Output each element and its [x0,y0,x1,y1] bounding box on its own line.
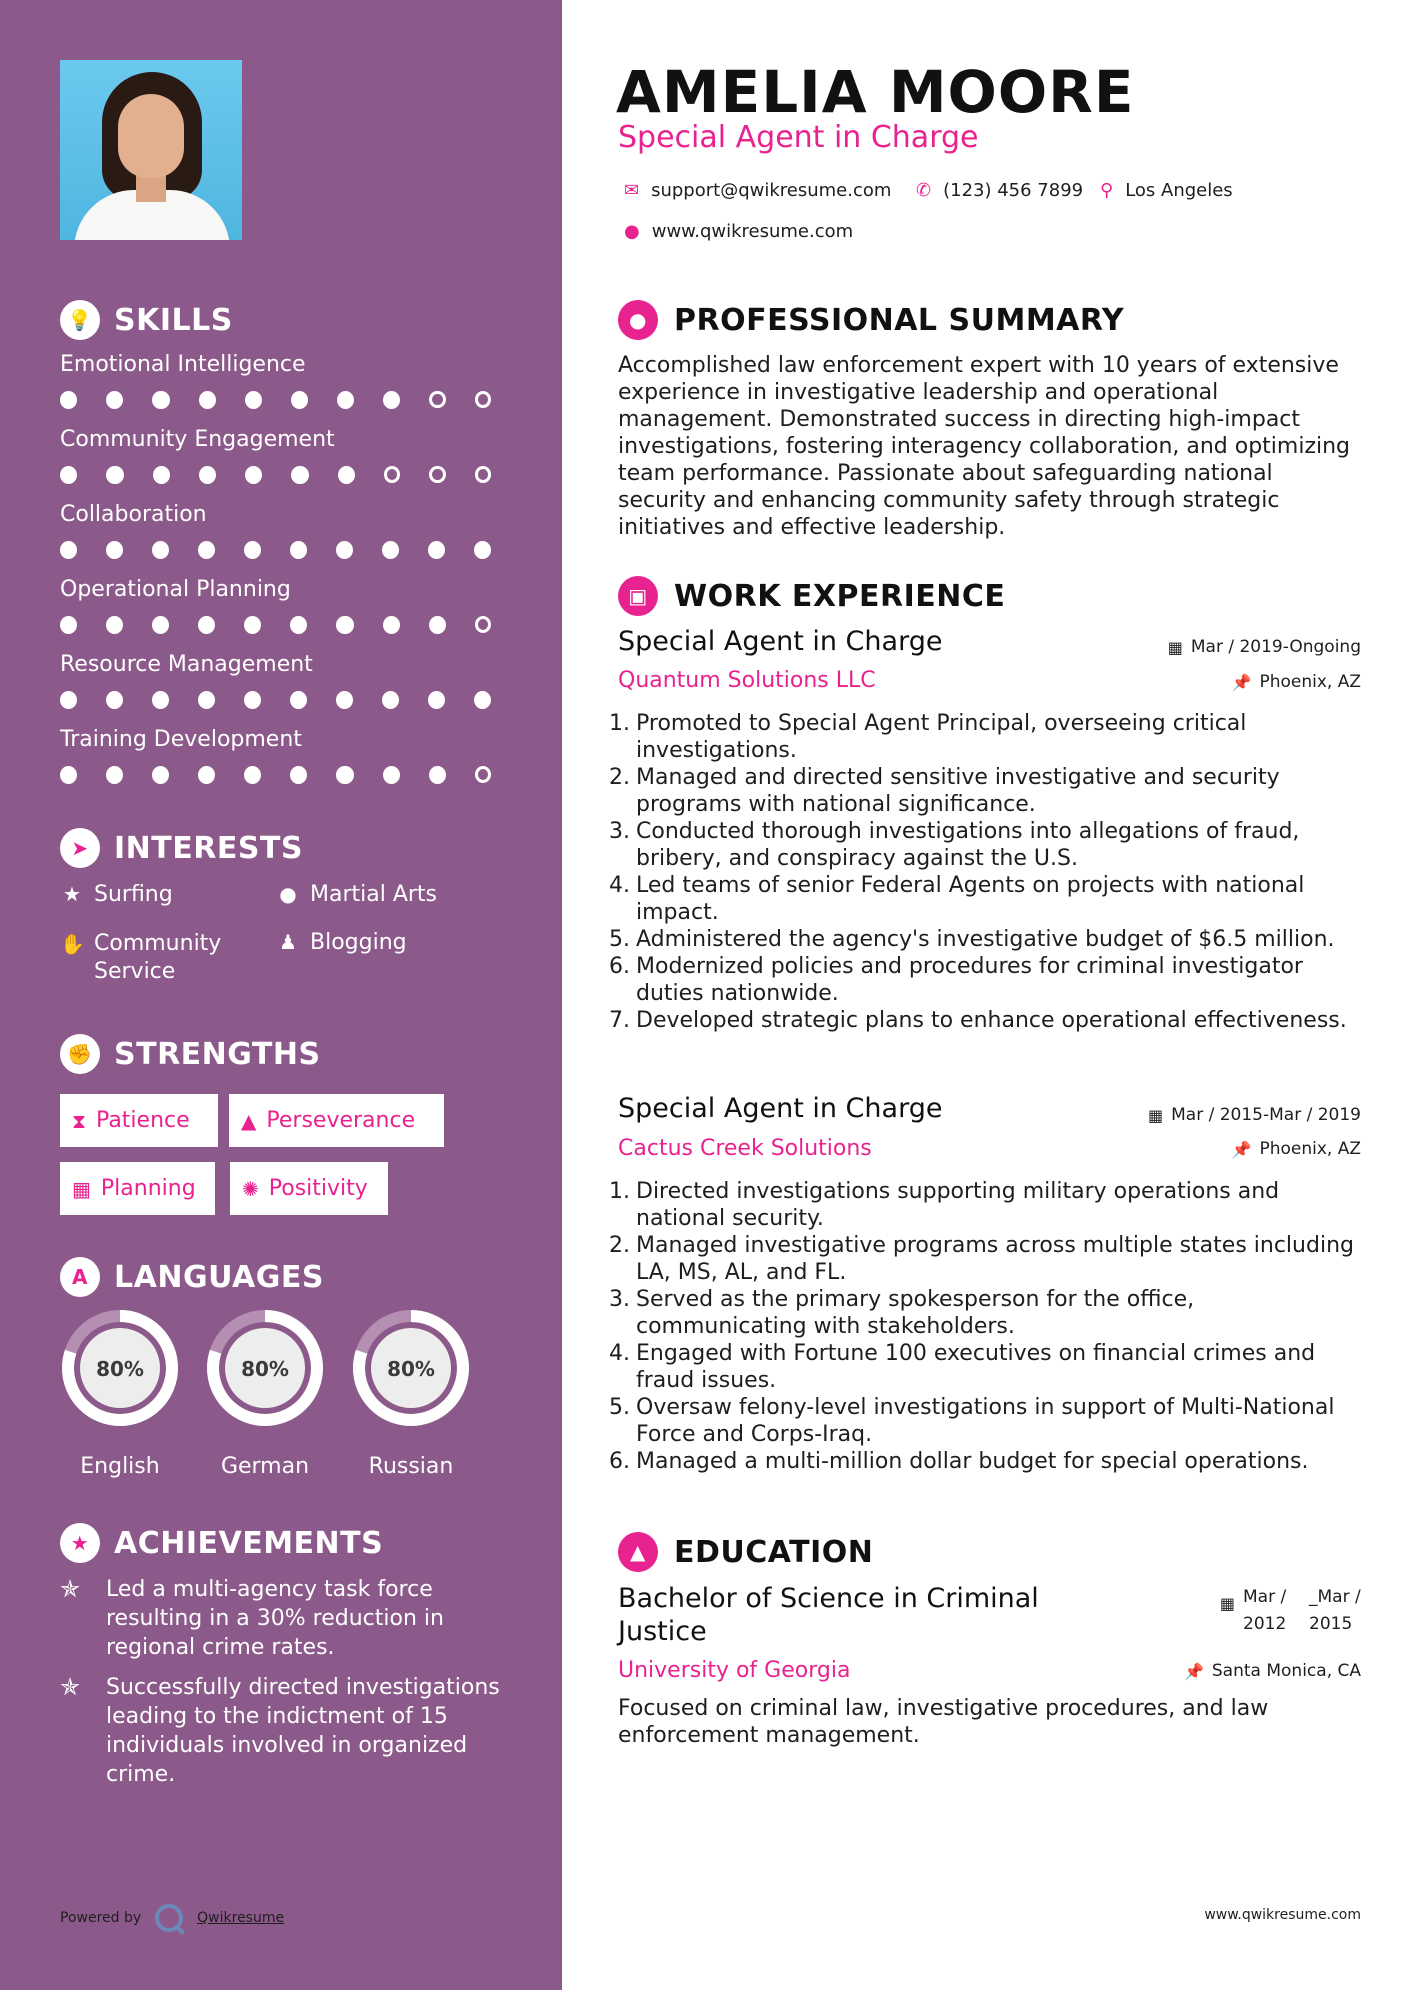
experience-heading: ▣ WORK EXPERIENCE [618,576,1005,616]
rating-dot-empty [429,391,445,408]
rating-dot-filled [106,766,123,784]
bullet-item [608,1340,1368,1394]
skill-name: Emotional Intelligence [60,352,306,377]
calendar-icon: ▦ [1147,1105,1164,1125]
powered-by: Powered by Qwikresume [60,1904,284,1932]
rating-dot-filled [60,616,77,634]
rating-dot-filled [198,541,215,559]
rating-dot-filled [474,691,491,709]
calendar-icon: ▦ [1219,1594,1235,1613]
skill-name: Collaboration [60,502,207,527]
bullet-item [608,1232,1368,1286]
job-dates: ▦ Mar / 2019-Ongoing [1167,637,1361,657]
fist-icon: ✊ [60,1034,100,1074]
bullet-text: Oversaw felony-level investigations in support of Multi-National Force and Corps-Iraq. [636,1395,1335,1447]
bullet-text: Led teams of senior Federal Agents on projects with national impact. [636,873,1305,925]
bullet-number: 3. [609,819,630,844]
rating-dot-filled [383,391,400,409]
rating-dot-filled [199,466,216,484]
rating-dot-filled [106,616,123,634]
rating-dot-filled [244,691,261,709]
rating-dot-filled [338,466,355,484]
rating-dot-filled [199,391,216,409]
job-location: 📌 Phoenix, AZ [1231,1139,1361,1159]
rating-dot-filled [152,691,169,709]
map-pin-icon: ⚲ [1100,180,1114,201]
language-progress-ring [58,1306,182,1430]
rating-dot-filled [383,616,400,634]
contact-email[interactable]: ✉ support@qwikresume.com [624,180,892,201]
rating-dot-filled [336,616,353,634]
rating-dot-filled [152,541,169,559]
rating-dot-filled [60,766,77,784]
school-name: University of Georgia [618,1658,851,1683]
strengths-heading: ✊ STRENGTHS [60,1034,321,1074]
skill-name: Training Development [60,727,302,752]
language-progress-ring [349,1306,473,1430]
pushpin-icon: 📌 [1183,1661,1204,1681]
bullet-number: 7. [609,1008,630,1033]
skill-item [60,577,520,634]
skill-item [60,352,520,409]
rating-dot-filled [152,616,169,634]
degree-title: Bachelor of Science in Criminal Justice [618,1583,1039,1647]
skill-item [60,727,520,784]
rating-dot-filled [336,766,353,784]
bullet-text: Administered the agency's investigative budget of $6.5 million. [636,927,1335,952]
rating-dot-filled [153,466,170,484]
phone-icon: ✆ [916,180,932,201]
lightbulb-icon: 💡 [60,300,100,340]
rating-dot-filled [290,766,307,784]
language-item [349,1306,473,1479]
bullet-number: 2. [609,765,630,790]
summary-heading: ● PROFESSIONAL SUMMARY [618,300,1124,340]
bullet-text: Developed strategic plans to enhance operational effectiveness. [636,1008,1347,1033]
envelope-icon: ✉ [624,180,640,201]
language-item [203,1306,327,1479]
language-percent: 80% [96,1357,144,1381]
graduation-icon: ▲ [618,1532,658,1572]
pushpin-icon: 📌 [1231,1139,1252,1159]
briefcase-icon: ▣ [618,576,658,616]
bullet-item [608,926,1368,953]
calendar-icon: ▦ [1167,637,1183,657]
bullet-number: 4. [609,1341,630,1366]
candidate-role: Special Agent in Charge [618,120,979,155]
job-location: 📌 Phoenix, AZ [1231,672,1361,692]
skill-rating [60,541,520,559]
bullet-number: 2. [609,1233,630,1258]
bullet-text: Managed a multi-million dollar budget for special operations. [636,1449,1309,1474]
rating-dot-filled [60,391,77,409]
rating-dot-filled [337,391,354,409]
bullet-item [608,872,1368,926]
job-bullets [608,710,1368,1034]
qwikresume-logo-icon [155,1904,183,1932]
bullet-item [608,764,1368,818]
job-company: Cactus Creek Solutions [618,1136,872,1161]
bullet-item [608,710,1368,764]
pushpin-icon: 📌 [1231,672,1252,692]
skill-rating [60,616,520,634]
language-item [58,1306,182,1479]
language-icon: A [60,1257,100,1297]
strength-badge: ▦ Planning [60,1162,215,1215]
sidebar [0,0,562,1990]
rating-dot-filled [291,466,308,484]
paper-plane-icon: ➤ [60,828,100,868]
language-name: English [80,1454,160,1479]
rating-dot-filled [382,691,399,709]
bullet-item [608,1007,1368,1034]
bullet-number: 4. [609,873,630,898]
achievements-heading: ★ ACHIEVEMENTS [60,1523,383,1563]
rating-dot-filled [198,691,215,709]
interest-item: ♟ Blogging [276,930,407,955]
rating-dot-filled [106,466,123,484]
education-location: 📌 Santa Monica, CA [1183,1661,1361,1681]
rating-dot-filled [198,766,215,784]
contact-website[interactable]: ● www.qwikresume.com [624,221,854,242]
rating-dot-filled [429,766,446,784]
skill-item [60,502,520,559]
job-company: Quantum Solutions LLC [618,668,876,693]
rating-dot-filled [382,541,399,559]
skill-item [60,652,520,709]
rating-dot-filled [244,541,261,559]
bullet-text: Modernized policies and procedures for criminal investigator duties nationwide. [636,954,1303,1006]
rating-dot-filled [60,466,77,484]
rating-dot-filled [290,541,307,559]
bullet-item [608,1286,1368,1340]
skill-rating [60,766,520,784]
languages-heading: A LANGUAGES [60,1257,324,1297]
language-progress-ring [203,1306,327,1430]
footer-url[interactable]: www.qwikresume.com [1204,1907,1361,1923]
user-icon: ● [618,300,658,340]
star-icon: ★ [63,882,81,906]
rating-dot-filled [290,691,307,709]
bullet-item [608,1448,1368,1475]
rating-dot-empty [429,466,445,483]
bullet-item [608,818,1368,872]
strength-badge: ⧗ Patience [60,1094,218,1147]
shooting-star-icon: ✯ [60,1673,81,1701]
skill-name: Operational Planning [60,577,291,602]
job-title: Special Agent in Charge [618,626,943,657]
bullet-text: Conducted thorough investigations into allegations of fraud, bribery, and conspiracy against the U.S. [636,819,1300,871]
job-bullets [608,1178,1368,1475]
job-title: Special Agent in Charge [618,1093,943,1124]
hand-icon: ✋ [60,932,85,956]
rating-dot-empty [384,466,400,483]
bullet-text: Engaged with Fortune 100 executives on financial crimes and fraud issues. [636,1341,1316,1393]
globe-icon: ● [279,882,297,906]
bullet-number: 5. [609,1395,630,1420]
rating-dot-empty [475,766,491,783]
skills-heading: 💡 SKILLS [60,300,233,340]
skill-rating [60,691,520,709]
rating-dot-filled [336,691,353,709]
bullet-number: 6. [609,1449,630,1474]
rating-dot-filled [428,691,445,709]
users-icon: ♟ [279,930,297,954]
rating-dot-filled [244,766,261,784]
bullet-text: Served as the primary spokesperson for the office, communicating with stakeholders. [636,1287,1195,1339]
rating-dot-filled [245,466,262,484]
education-dates: ▦ Mar / 2012 _Mar / 2015 [1219,1587,1361,1634]
interest-item: ★ Surfing [60,882,173,907]
rating-dot-filled [474,541,491,559]
rating-dot-filled [383,766,400,784]
interest-item: ● Martial Arts [276,882,437,907]
bullet-item [608,1178,1368,1232]
rating-dot-filled [290,616,307,634]
bullet-number: 5. [609,927,630,952]
language-name: German [220,1454,310,1479]
shooting-star-icon: ✯ [60,1575,81,1603]
rating-dot-empty [475,391,491,408]
rating-dot-filled [60,691,77,709]
rating-dot-filled [60,541,77,559]
contact-location: ⚲ Los Angeles [1100,180,1233,201]
strength-badge: ✺ Positivity [230,1162,388,1215]
bullet-text: Directed investigations supporting military operations and national security. [636,1179,1280,1231]
rating-dot-filled [198,616,215,634]
skill-item [60,427,520,484]
rating-dot-empty [475,616,491,633]
education-heading: ▲ EDUCATION [618,1532,873,1572]
main-content [562,0,1407,1990]
skill-rating [60,466,520,484]
bullet-item [608,953,1368,1007]
contact-phone: ✆ (123) 456 7899 [916,180,1084,201]
skill-rating [60,391,520,409]
summary-text: Accomplished law enforcement expert with 10 years of extensive experience in investigative leadership and operational management. Demonstrated success in directing high-impact investigations, fostering interagency collaboration, and optimizing team performance. Passionate about safeguarding national security and enhancing community safety through strategic initiatives and effective leadership. [618,353,1351,540]
rating-dot-filled [291,391,308,409]
rating-dot-filled [106,691,123,709]
calendar-icon: ▦ [72,1176,91,1201]
language-percent: 80% [241,1357,289,1381]
bullet-number: 3. [609,1287,630,1312]
road-icon: ▲ [241,1108,257,1133]
bullet-number: 1. [609,1179,630,1204]
profile-photo [60,60,242,240]
bullet-number: 1. [609,711,630,736]
rating-dot-filled [106,391,123,409]
sun-icon: ✺ [242,1176,259,1201]
star-badge-icon: ★ [60,1523,100,1563]
language-percent: 80% [387,1357,435,1381]
interest-item: ✋ Community Service [60,931,222,984]
language-name: Russian [368,1454,454,1479]
skill-name: Community Engagement [60,427,335,452]
rating-dot-filled [245,391,262,409]
bullet-text: Managed and directed sensitive investigative and security programs with national significance. [636,765,1280,817]
achievement-item: ✯ Successfully directed investigations leading to the indictment of 15 individuals involved in organized crime. [60,1673,500,1787]
globe-icon: ● [624,221,640,242]
bullet-number: 6. [609,954,630,979]
education-description: Focused on criminal law, investigative procedures, and law enforcement management. [618,1696,1269,1748]
rating-dot-filled [152,391,169,409]
rating-dot-filled [336,541,353,559]
hourglass-icon: ⧗ [72,1108,87,1133]
achievement-item: ✯ Led a multi-agency task force resulting in a 30% reduction in regional crime rates. [60,1575,444,1660]
rating-dot-filled [428,541,445,559]
job-dates: ▦ Mar / 2015-Mar / 2019 [1147,1105,1361,1125]
rating-dot-filled [429,616,446,634]
candidate-name: AMELIA MOORE [616,58,1135,126]
bullet-item [608,1394,1368,1448]
qwikresume-link[interactable]: Qwikresume [197,1910,285,1926]
bullet-text: Managed investigative programs across multiple states including LA, MS, AL, and FL. [636,1233,1354,1285]
rating-dot-filled [152,766,169,784]
interests-heading: ➤ INTERESTS [60,828,303,868]
skill-name: Resource Management [60,652,313,677]
bullet-text: Promoted to Special Agent Principal, overseeing critical investigations. [636,711,1247,763]
rating-dot-filled [244,616,261,634]
rating-dot-filled [106,541,123,559]
strength-badge: ▲ Perseverance [229,1094,444,1147]
rating-dot-empty [475,466,491,483]
